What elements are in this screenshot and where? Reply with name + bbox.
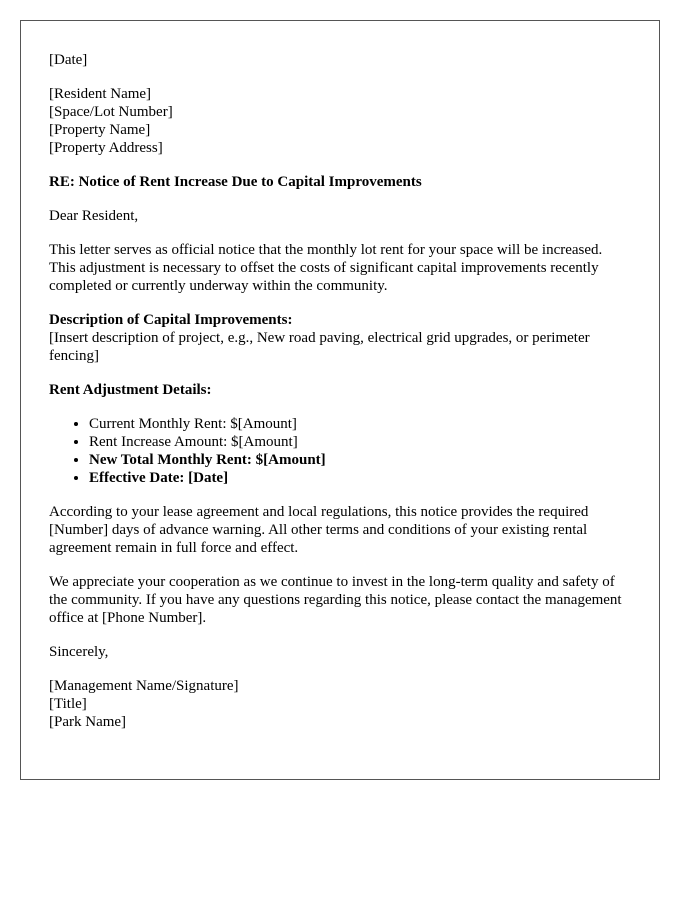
list-item: • Rent Increase Amount: $[Amount] bbox=[89, 433, 631, 451]
salutation: Dear Resident, bbox=[49, 208, 139, 224]
list-item: • New Total Monthly Rent: $[Amount] bbox=[89, 451, 631, 469]
sign-off: Sincerely, bbox=[49, 644, 109, 660]
lease-paragraph: According to your lease agreement and local regulations, this notice provides the required [Number] days of advance warning. All other terms and conditions of your existing rental agreement remain in full force and effect. bbox=[49, 504, 589, 556]
closing-paragraph: We appreciate your cooperation as we continue to invest in the long-term quality and safety of the community. If you have any questions regarding this notice, please contact the management office at [Phone Number]. bbox=[49, 574, 622, 626]
signature-name: [Management Name/Signature] bbox=[49, 678, 239, 694]
subject-line: RE: Notice of Rent Increase Due to Capital Improvements bbox=[49, 174, 422, 190]
recipient-name: [Resident Name] bbox=[49, 86, 152, 102]
rent-adjustment-heading: Rent Adjustment Details: bbox=[49, 382, 212, 398]
list-item: • Effective Date: [Date] bbox=[89, 469, 631, 487]
signature-park: [Park Name] bbox=[49, 714, 127, 730]
intro-paragraph: This letter serves as official notice that the monthly lot rent for your space will be increased. This adjustment is necessary to offset the costs of significant capital improvements recently completed or currently underway within the community. bbox=[49, 242, 603, 294]
list-item: • Current Monthly Rent: $[Amount] bbox=[89, 415, 631, 433]
recipient-space: [Space/Lot Number] bbox=[49, 104, 173, 120]
letter-date: [Date] bbox=[49, 52, 88, 68]
recipient-block bbox=[49, 85, 631, 157]
capital-improvements-heading: Description of Capital Improvements: bbox=[49, 312, 293, 328]
recipient-property-name: [Property Name] bbox=[49, 122, 151, 138]
capital-improvements-section bbox=[49, 311, 631, 365]
capital-improvements-description: [Insert description of project, e.g., New road paving, electrical grid upgrades, or perimeter fencing] bbox=[49, 330, 590, 364]
signature-title: [Title] bbox=[49, 696, 87, 712]
recipient-property-address: [Property Address] bbox=[49, 140, 163, 156]
signature-block bbox=[49, 677, 631, 731]
rent-adjustment-list bbox=[49, 415, 631, 487]
letter-page bbox=[20, 20, 660, 780]
